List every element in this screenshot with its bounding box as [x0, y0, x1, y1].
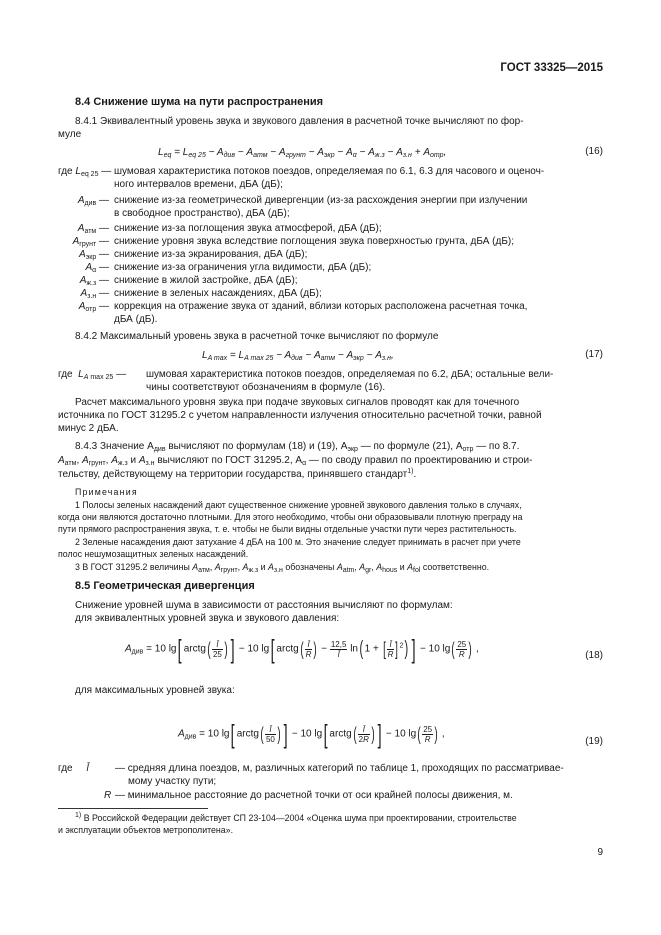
- para-8-5-line3: для максимальных уровней звука:: [75, 685, 235, 696]
- para-max-line1: Расчет максимального уровня звука при подаче звуковых сигналов проводят как для точечного: [75, 397, 520, 408]
- equation-17-number: (17): [585, 349, 603, 360]
- para-8-4-3-line1: 8.4.3 Значение $A_{див}$ вычисляют по формулам (18) и (19), $A_{экр}$ — по формуле (21), $A_{отр}$ — по 8.7.: [75, 441, 520, 453]
- page-number: 9: [597, 847, 603, 858]
- note-3: 3 В ГОСТ 31295.2 величины $A_{атм}$, $A_{грунт}$, $A_{ж.з}$ и $A_{з.н}$ обозначены $A_{atm}$, $A_{gr}$, $A_{hous}$ и $A_{fol}$ соответственно.: [75, 562, 490, 574]
- equation-18: $A_{див} = 10$ lg[ arctg( $\frac{l̄}{25}$ ) ] − 10 lg[ arctg( $\frac{l̄}{R}$ ) − $\frac{12,5}{l̄}$ ln( 1 + [ $\frac{l̄}{R}$ ]$^2$) ] − 10 lg( $\frac{25}{R}$ ) ,: [125, 634, 479, 664]
- equation-16-number: (16): [585, 146, 603, 157]
- section-8-5-title: 8.5 Геометрическая дивергенция: [75, 580, 255, 592]
- para-8-4-1-line2: муле: [58, 129, 82, 140]
- note-2-line2: полос нешумозащитных зеленых насаждений.: [58, 549, 249, 559]
- para-8-4-3-line3: тельству, действующему на территории государства, принявшего стандарт$^{1)}$.: [58, 468, 417, 480]
- para-8-4-1-line1: 8.4.1 Эквивалентный уровень звука и звукового давления в расчетной точке вычисляют по фор-: [75, 116, 524, 127]
- equation-18-number: (18): [585, 650, 603, 661]
- para-8-4-2: 8.4.2 Максимальный уровень звука в расчетной точке вычисляют по формуле: [75, 331, 439, 342]
- equation-19: $A_{див} = 10$ lg[ arctg( $\frac{l̄}{50}$ ) ] − 10 lg[ arctg( $\frac{l̄}{2R}$ ) ] − 10 lg( $\frac{25}{R}$ ) ,: [178, 719, 445, 749]
- para-max-line3: минус 2 дБА.: [58, 423, 119, 434]
- equation-16: $L_{eq} = L_{eq 25} - A_{див} - A_{атм} - A_{грунт} - A_{экр} - A_\alpha - A_{ж.з} - A_{з.н} + A_{отр}$,: [158, 147, 447, 159]
- equation-17: $L_{A max} = L_{A max 25} - A_{див} - A_{атм} - A_{экр} - A_{з.н}$,: [202, 350, 394, 362]
- footnote-separator: [58, 808, 208, 809]
- def-la-max25: где $L_{A max 25}$ —: [58, 369, 127, 381]
- note-1-line3: пути прямого распространения звука, т. е. чтобы не были видны отдельные участки пути через растительность.: [58, 524, 517, 534]
- para-max-line2: источника по ГОСТ 31295.2 с учетом направленности излучения относительно расчетной точки, равной: [58, 410, 542, 421]
- note-2-line1: 2 Зеленые насаждения дают затухание 4 дБА на 100 м. Это значение следует принимать в расчет при учете: [75, 537, 521, 547]
- note-1-line2: когда они являются достаточно плотными. Для этого необходимо, чтобы они образовывали плотную преграду на: [58, 512, 523, 522]
- equation-19-number: (19): [585, 736, 603, 747]
- footnote-line2: и эксплуатации объектов метрополитена».: [58, 825, 234, 835]
- para-8-5-line1: Снижение уровней шума в зависимости от расстояния вычисляют по формулам:: [75, 600, 453, 611]
- note-1-line1: 1 Полосы зеленых насаждений дают существенное снижение уровней звукового давления только в случаях,: [75, 500, 522, 510]
- section-8-4-title: 8.4 Снижение шума на пути распространения: [75, 96, 324, 108]
- para-8-5-line2: для эквивалентных уровней звука и звукового давления:: [75, 613, 340, 624]
- def-l-bar: — средняя длина поездов, м, различных категорий по таблице 1, проходящих по рассматривае-: [115, 763, 564, 774]
- def-r-symbol: R: [104, 790, 112, 801]
- para-8-4-3-line2: $A_{атм}$, $A_{грунт}$, $A_{ж.з}$ и $A_{з.н}$ вычисляют по ГОСТ 31295.2, $A_\alpha$ — по своду правил по проектированию и строи-: [58, 455, 533, 467]
- def-l-bar-label: где l̄: [58, 763, 89, 774]
- document-header-id: ГОСТ 33325—2015: [500, 62, 603, 74]
- document-page: ГОСТ 33325—2015 8.4 Снижение шума на пути распространения 8.4.1 Эквивалентный уровень звука и звукового давления в расчетной точке вычисляют по фор- муле $L_{eq} = L_{eq 25} - A_{див} - A_{атм} - A_{грунт} - A_{экр} - A_\alpha - A_{ж.з} - A_{з.н} + A_{отр}$, (16) где $L_{eq 25}$ — шумовая характеристика потоков поездов, определяемая по 6.1, 6.3 для часового и оценоч- ного интервалов времени, дБА (дБ); $A_{див}$ — снижение из-за геометрической дивергенции (из-за расхождения энергии при излучении в свободное пространство), дБА (дБ); $A_{атм}$ — снижение из-за поглощения звука атмосферой, дБА (дБ); $A_{грунт}$ — снижение уровня звука вследствие поглощения звука поверхностью грунта, дБА (дБ); $A_{экр}$ — снижение из-за экранирования, дБА (дБ); $A_\alpha$ — снижение из-за ограничения угла видимости, дБА (дБ); $A_{ж.з}$ — снижение в жилой застройке, дБА (дБ); $A_{з.н}$ — снижение в зеленых насаждениях, дБА (дБ); $A_{отр}$ — коррекция на отражение звука от зданий, вблизи которых расположена расчетная точка, дБА (дБ). 8.4.2 Максимальный уровень звука в расчетной точке вычисляют по формуле $L_{A max} = L_{A max 25} - A_{див} - A_{атм} - A_{экр} - A_{з.н}$, (17) где $L_{A max 25}$ — шумовая характеристика потоков поездов, определяемая по 6.2, дБА; остальные вели- чины соответствуют обозначениям в формуле (16). Расчет максимального уровня звука при подаче звуковых сигналов проводят как для точечного источника по ГОСТ 31295.2 с учетом направленности излучения относительно расчетной точки, равной минус 2 дБА. 8.4.3 Значение $A_{див}$ вычисляют по формулам (18) и (19), $A_{экр}$ — по формуле (21), $A_{отр}$ — по 8.7. $A_{атм}$, $A_{грунт}$, $A_{ж.з}$ и $A_{з.н}$ вычисляют по ГОСТ 31295.2, $A_\alpha$ — по своду правил по проектированию и строи- тельству, действующему на территории государства, принявшего стандарт$^{1)}$. Примечания 1 Полосы зеленых насаждений дают существенное снижение уровней звукового давления только в случаях, когда они являются достаточно плотными. Для этого необходимо, чтобы они образовывали плотную преграду на пути прямого распространения звука, т. е. чтобы не были видны отдельные участки пути через растительность. 2 Зеленые насаждения дают затухание 4 дБА на 100 м. Это значение следует принимать в расчет при учете полос нешумозащитных зеленых насаждений. 3 В ГОСТ 31295.2 величины $A_{атм}$, $A_{грунт}$, $A_{ж.з}$ и $A_{з.н}$ обозначены $A_{atm}$, $A_{gr}$, $A_{hous}$ и $A_{fol}$ соответственно. 8.5 Геометрическая дивергенция Снижение уровней шума в зависимости от расстояния вычисляют по формулам: для эквивалентных уровней звука и звукового давления: $A_{див} = 10$ lg[ arctg( $\frac{l̄}{25}$ ) ] − 10 lg[ arctg( $\frac{l̄}{R}$ ) − $\frac{12,5}{l̄}$ ln( 1 + [ $\frac{l̄}{R}$ ]$^2$) ] − 10 lg( $\frac{25}{R}$ ) , (18) для максимальных уровней звука: $A_{див} = 10$ lg[ arctg( $\frac{l̄}{50}$ ) ] − 10 lg[ arctg( $\frac{l̄}{2R}$ ) ] − 10 lg( $\frac{25}{R}$ ) , (19) где l̄ — средняя длина поездов, м, различных категорий по таблице 1, проходящих по рассматривае- мому участку пути; R — минимальное расстояние до расчетной точки от оси крайней полосы движения, м. $^{1)}$ В Российской Федерации действует СП 23-104—2004 «Оценка шума при проектировании, строительстве и эксплуатации объектов метрополитена». 9: [58, 62, 603, 858]
- notes-title: Примечания: [75, 487, 138, 497]
- footnote: $^{1)}$ В Российской Федерации действует СП 23-104—2004 «Оценка шума при проектировании, строительстве: [75, 812, 517, 823]
- def-r: — минимальное расстояние до расчетной точки от оси крайней полосы движения, м.: [115, 790, 513, 801]
